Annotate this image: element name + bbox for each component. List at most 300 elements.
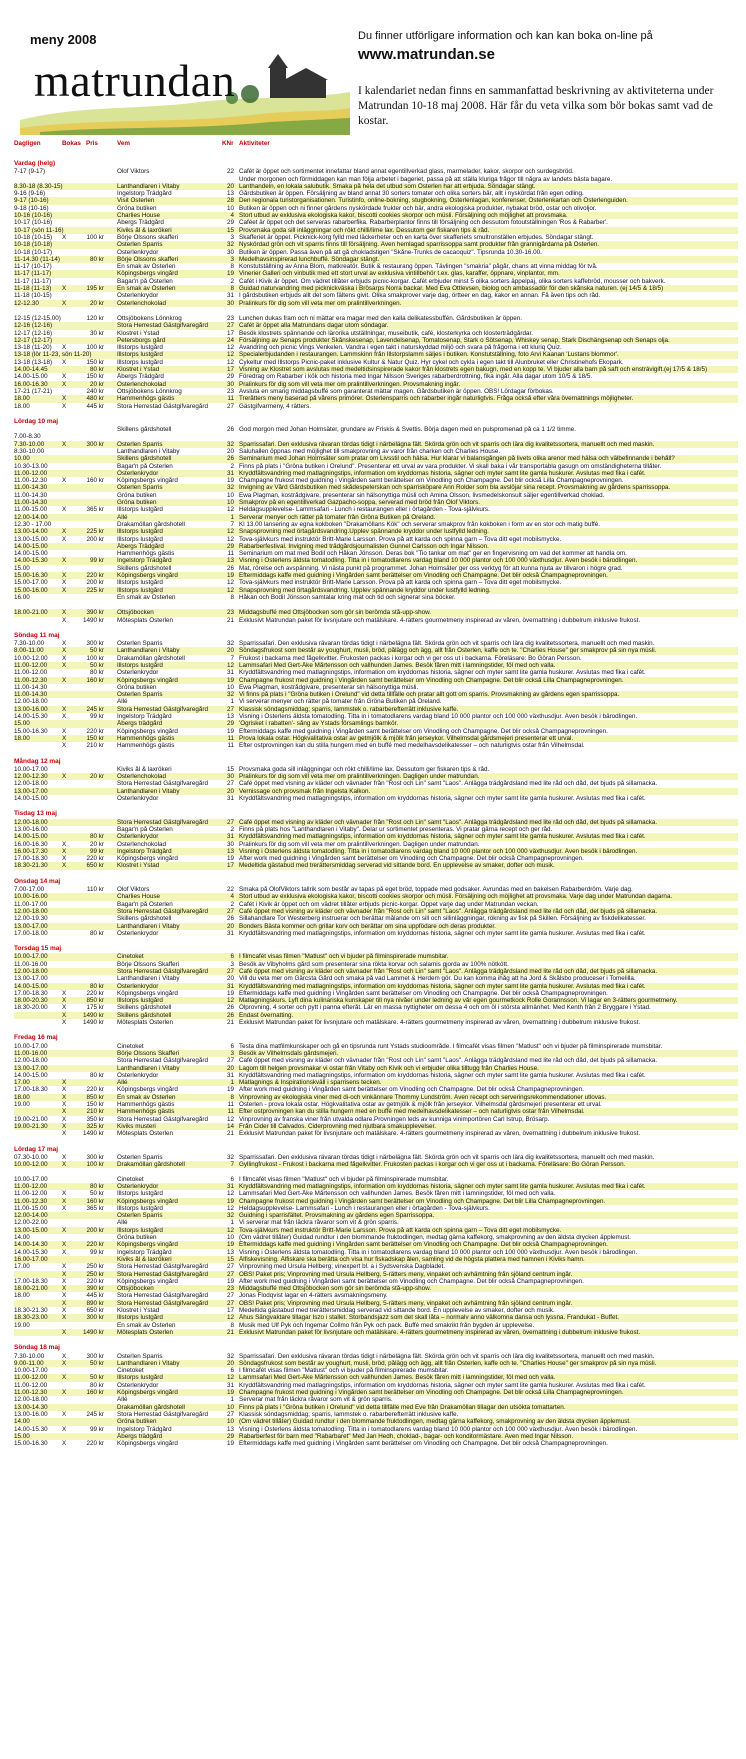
row-time: 12.00-18.00 bbox=[14, 967, 48, 975]
row-price: 80 kr bbox=[90, 255, 104, 263]
row-price: 850 kr bbox=[86, 1093, 104, 1101]
row-time: 18.00 bbox=[14, 1093, 30, 1101]
row-activity: Pralinkurs för dig som vill veta mer om pralintillverkningen. Provsmakning ingår. bbox=[239, 380, 461, 388]
row-book: X bbox=[62, 1248, 67, 1256]
row-time: 11-17 (11-17) bbox=[14, 270, 52, 278]
row-activity: Seminarium om mat med Bodil och Håkan Jönsson. Deras bok "Tio tankar om mat" ger en fingervisning om vad det kommer att handla om. bbox=[239, 550, 627, 558]
row-number: 15 bbox=[226, 765, 234, 773]
row-number: 10 bbox=[226, 499, 234, 507]
row-time: 11-14.30 (11-14) bbox=[14, 255, 60, 263]
row-book: X bbox=[62, 1410, 67, 1418]
row-book: X bbox=[62, 1314, 67, 1322]
row-time: 14.00 bbox=[14, 1418, 30, 1426]
row-book: X bbox=[62, 358, 67, 366]
row-activity: Finns på plats i "Gröna butiken i Örelund". Presenterar ett urval av vara produkter. Vi skall baka i vår transportabla gasugn om omständigheterna tillåter. bbox=[239, 462, 662, 470]
row-activity: Vernissage och provsmak från Ingelsta Kalkon. bbox=[239, 787, 371, 795]
row-price: 220 kr bbox=[86, 727, 104, 735]
schedule-row bbox=[14, 691, 738, 698]
row-activity: Vinprovning med Ursula Hellberg; vinexpert bl. a i Sydsvenska Dagbladet. bbox=[239, 1263, 446, 1271]
schedule-row bbox=[14, 1161, 738, 1168]
day-heading: Lördag 17 maj bbox=[14, 1145, 59, 1153]
row-time: 18.00-21.00 bbox=[14, 1285, 48, 1293]
row-number: 29 bbox=[226, 1432, 234, 1440]
row-activity: Café öppet med visning av kläder och vävnader från "Rost och Lin" samt "Laos". Anlägga trädgårdsland med lite råd och dåd, det bjuds på sillamacka. bbox=[239, 818, 658, 826]
row-time: 18.00-20.30 bbox=[14, 997, 48, 1005]
row-number: 2 bbox=[230, 900, 234, 908]
row-time: 10-18 (10-17) bbox=[14, 248, 53, 256]
row-book: X bbox=[62, 344, 67, 352]
row-book: X bbox=[62, 1093, 67, 1101]
row-number: 2 bbox=[230, 462, 234, 470]
row-number: 31 bbox=[226, 1381, 234, 1389]
row-activity: Cafét i Kivik är öppet och om vädret tillåter erbjuds picnic-korgar. Öppet varje dag under Matrundan veckan. bbox=[239, 900, 539, 908]
schedule-row bbox=[14, 1205, 738, 1212]
schedule-row bbox=[14, 448, 738, 455]
row-activity: Eftermiddags kaffe med guidning i Vingården samt berättelser om Vinodling och Champagne. Det blir också Champagneprovningen. bbox=[239, 572, 608, 580]
row-host: Österlenkrydor bbox=[117, 833, 159, 841]
row-time: 14.00 bbox=[14, 1234, 30, 1242]
row-time: 9-18 (10-16) bbox=[14, 204, 49, 212]
col-nr: KNr bbox=[222, 140, 234, 147]
row-time: 11-18 (11-13) bbox=[14, 285, 52, 293]
row-number: 19 bbox=[226, 1277, 234, 1285]
row-host: En smak av Österlen bbox=[117, 593, 176, 601]
row-number: 20 bbox=[226, 1064, 234, 1072]
row-time: 7.30-10.00 bbox=[14, 640, 45, 648]
schedule-row bbox=[14, 1154, 738, 1161]
row-book: X bbox=[62, 734, 67, 742]
row-host: Charlies House bbox=[117, 212, 161, 220]
row-number: 15 bbox=[226, 1255, 234, 1263]
row-activity: Kryddfältsvandring med matlagningstips, information om kryddornas historia, sägner och myter samt lite gamla huskurer. Avslutas med fika i cafét. bbox=[239, 982, 646, 990]
row-host: Allé bbox=[117, 698, 128, 706]
row-number: 23 bbox=[226, 314, 234, 322]
row-activity: Tova-självkurs med instruktör Britt-Marie Larsson. Prova på att karda och spinna garn – Tova ditt eget mobilsmycke. bbox=[239, 1226, 562, 1234]
schedule-row bbox=[14, 647, 738, 654]
row-book: X bbox=[62, 840, 67, 848]
schedule-row bbox=[14, 640, 738, 647]
row-time: 13.00-17.00 bbox=[14, 787, 48, 795]
row-host: Hammenhögs gästis bbox=[117, 734, 175, 742]
row-book: X bbox=[62, 1389, 67, 1397]
row-host: Stora Herrestad Gästgifvaregård bbox=[117, 1057, 208, 1065]
row-price: 325 kr bbox=[86, 1122, 104, 1130]
row-book: X bbox=[62, 1277, 67, 1285]
row-host: Köpingsbergs vingård bbox=[117, 572, 178, 580]
row-number: 27 bbox=[226, 818, 234, 826]
row-number: 27 bbox=[226, 780, 234, 788]
row-number: 8 bbox=[230, 285, 234, 293]
row-number: 17 bbox=[226, 862, 234, 870]
row-host: Österlenkrydor bbox=[117, 929, 159, 937]
schedule-row bbox=[14, 795, 738, 802]
row-activity: Mat, rörelse och avspänning. Vi nästa punkt på programmet. Johan Holmsäter ger oss verktyg för att kunna njuta av tillvaron i högre grad. bbox=[239, 564, 623, 572]
row-host: Cinetoket bbox=[117, 1175, 144, 1183]
row-book: X bbox=[62, 1197, 67, 1205]
row-book: X bbox=[62, 640, 67, 648]
schedule-row bbox=[14, 833, 738, 840]
row-time: 12.00-18.00 bbox=[14, 907, 48, 915]
row-number: 3 bbox=[230, 255, 234, 263]
schedule-row bbox=[14, 1263, 738, 1270]
row-number: 32 bbox=[226, 1153, 234, 1161]
row-number: 13 bbox=[226, 713, 234, 721]
row-activity: Efter ostprovningen kan du stilla hungern med en buffé med medelhavsdelikatesser – och naturligtvis ostar från Vilhelmsdal. bbox=[239, 1108, 585, 1116]
row-book: X bbox=[62, 1204, 67, 1212]
row-activity: Café öppet med visning av kläder och vävnader från "Rost och Lin" samt "Laos". Anlägga trädgårdsland med lite råd och dåd, det bjuds på sillamacka. bbox=[239, 967, 658, 975]
schedule-row bbox=[14, 1329, 738, 1336]
schedule-row bbox=[14, 1108, 738, 1115]
schedule-row bbox=[14, 788, 738, 795]
row-number: 12 bbox=[226, 662, 234, 669]
row-number: 24 bbox=[226, 336, 234, 344]
row-number: 1 bbox=[230, 513, 234, 521]
row-book: X bbox=[62, 395, 67, 403]
row-book: X bbox=[62, 616, 67, 624]
day-section bbox=[14, 632, 738, 750]
row-price: 50 kr bbox=[90, 1374, 104, 1382]
row-price: 80 kr bbox=[90, 1183, 104, 1190]
row-price: 365 kr bbox=[86, 1204, 104, 1212]
row-time: 15.00 bbox=[14, 564, 30, 572]
row-time: 10-17 (sön 11-16) bbox=[14, 226, 64, 234]
row-host: Köpingsbergs vingård bbox=[117, 989, 178, 997]
schedule-row bbox=[14, 484, 738, 491]
schedule-row bbox=[14, 543, 738, 550]
schedule-row bbox=[14, 901, 738, 908]
row-host: Mötesplats Österlen bbox=[117, 1019, 173, 1027]
schedule-row bbox=[14, 1065, 738, 1072]
row-time: 16.00 bbox=[14, 593, 30, 601]
row-book: X bbox=[62, 847, 67, 855]
row-time: 11.00-12.00 bbox=[14, 1183, 48, 1190]
row-number: 27 bbox=[226, 402, 234, 410]
row-activity: Smaka på OlofViktors tallrik som består av tapas på eget bröd, toppade med godsaker. Avrundas med en bakelsen Rabarberdröm. Varje dag. bbox=[239, 886, 633, 894]
row-activity: Gästgifvarmeny, 4 rätters. bbox=[239, 402, 311, 410]
row-host: Drakamöllan gårdshotell bbox=[117, 654, 185, 662]
row-number: 11 bbox=[227, 395, 234, 403]
row-time: 18.00 bbox=[14, 734, 30, 742]
row-activity: Champagne frukost med guidning i Vingården samt berättelser om Vinodling och Champagne. Det blir också Lilla Champagneprovningen. bbox=[239, 676, 624, 684]
schedule-row bbox=[14, 205, 738, 212]
row-book: X bbox=[62, 1440, 67, 1448]
row-host: Köpingsbergs vingård bbox=[117, 1389, 178, 1397]
row-host: Stora Herrestad Gästgifvaregård bbox=[117, 1410, 208, 1418]
row-number: 29 bbox=[226, 542, 234, 550]
row-activity: Jonas Flodqvist lagar en 4-rätters avsmakningsmeny. bbox=[239, 1292, 388, 1300]
schedule-row bbox=[14, 212, 738, 219]
row-time: 12.30 - 17.00 bbox=[14, 520, 52, 528]
row-number: 27 bbox=[226, 1263, 234, 1271]
row-host: Klostret i Ystad bbox=[117, 862, 160, 870]
row-price: 300 kr bbox=[86, 1352, 104, 1360]
row-number: 27 bbox=[226, 322, 234, 330]
row-host: Ingelstorp Trädgård bbox=[117, 1425, 172, 1433]
row-number: 21 bbox=[226, 1019, 234, 1027]
schedule-row bbox=[14, 1168, 738, 1175]
row-host: Illstorps lustgård bbox=[117, 1374, 163, 1382]
row-book: X bbox=[62, 528, 67, 536]
row-host: Åbergs trädgård bbox=[117, 720, 163, 728]
row-time: 10.00-12.00 bbox=[14, 1161, 48, 1169]
row-host: Österlenchokolad bbox=[117, 299, 167, 307]
schedule-row bbox=[14, 1433, 738, 1440]
col-date: Dagligen bbox=[14, 140, 41, 147]
row-host: Bagar'n på Österlen bbox=[117, 277, 173, 285]
row-book: X bbox=[62, 727, 67, 735]
row-host: Köpingsbergs vingård bbox=[117, 1277, 178, 1285]
row-price: 100 kr bbox=[86, 654, 104, 662]
row-activity: Avsluta en smarig middagsbuffé som garanterat mättar magen. Gårdsbutiken är öppen. OBS! Lördagar förbokas. bbox=[239, 387, 554, 395]
row-activity: Kryddfältsvandring med matlagningstips, information om kryddornas historia, sägner och myter samt lite gamla huskurer. Avslutas med fika i cafét. bbox=[239, 833, 646, 841]
row-host: Österlen Sparris bbox=[117, 640, 163, 648]
row-number: 29 bbox=[226, 720, 234, 728]
row-activity: Sillahandlare Tor Westerberg instruerar och berättar målande om sill och sillinläggningar, rökning av fisk på Skillen. Försäljning av fiskdelikatesser. bbox=[239, 915, 646, 923]
row-time: 11-18 (10-15) bbox=[14, 292, 52, 300]
row-time: 11.00-12.30 bbox=[14, 676, 48, 684]
row-number: 13 bbox=[226, 1248, 234, 1256]
row-book: X bbox=[62, 1299, 67, 1307]
schedule-row bbox=[14, 528, 738, 535]
row-activity: After work med guidning i Vingården samt berättelser om Vinodling och Champagne. Det blir också Champagneprovningen. bbox=[239, 1086, 584, 1094]
row-time: 8.00-11.00 bbox=[14, 647, 44, 655]
row-time: 13-18 (13-18) bbox=[14, 358, 53, 366]
row-activity: Sparrissafari. Den exklusiva rävaran tördas tidigt i närbelägna fält. Skörda grön och vit sparris och lära dig kvalitetssortera, manuellt och med maskin. bbox=[239, 1352, 655, 1360]
row-time: 17.00-18.30 bbox=[14, 1086, 48, 1094]
row-host: Hammenhögs gästis bbox=[117, 395, 175, 403]
row-number: 12 bbox=[226, 1115, 234, 1123]
row-number: 6 bbox=[230, 953, 234, 961]
row-price: 1490 kr bbox=[82, 1019, 104, 1027]
row-activity: Lunchen dukas fram och ni mättar era magar med den kalla delikatessbuffén. Gårdsbutiken är öppen. bbox=[239, 314, 523, 322]
row-host: Stora Herrestad Gästgifvaregård bbox=[117, 967, 208, 975]
row-time: 7.00-17.00 bbox=[14, 886, 45, 894]
row-time: 18.30-20.00 bbox=[14, 1004, 48, 1012]
row-time: 16.00-17.30 bbox=[14, 847, 48, 855]
day-section bbox=[14, 601, 738, 624]
row-book: X bbox=[62, 373, 67, 381]
schedule-row bbox=[14, 1094, 738, 1101]
row-host: Kiviks ål & laxrökeri bbox=[117, 765, 172, 773]
row-host: Österlenchokolad bbox=[117, 380, 167, 388]
row-activity: Ölprovning, 4 sorter och pytt i panna efteråt. Lär en massa nyttigheter om dessa 4 och om öl i största allmänhet. Med Kenth från 2 Bryggare i Ystad. bbox=[239, 1004, 651, 1012]
row-price: 99 kr bbox=[90, 713, 104, 721]
row-time: 18.00 bbox=[14, 1292, 30, 1300]
schedule-row bbox=[14, 1285, 738, 1292]
row-host: Köpingsbergs vingård bbox=[117, 477, 178, 485]
schedule-row bbox=[14, 183, 738, 190]
schedule-row bbox=[14, 241, 738, 248]
day-heading: Söndag 11 maj bbox=[14, 631, 60, 639]
schedule-row bbox=[14, 1278, 738, 1285]
row-book: X bbox=[62, 1011, 67, 1019]
row-number: 31 bbox=[226, 292, 234, 300]
row-host: Cinetoket bbox=[117, 1042, 144, 1050]
row-time: 11.00-12.00 bbox=[14, 1381, 48, 1389]
row-number: 19 bbox=[226, 1197, 234, 1205]
row-host: Lanthandlaren i Vitaby bbox=[117, 975, 180, 983]
row-price: 300 kr bbox=[86, 440, 104, 448]
row-price: 300 kr bbox=[86, 1314, 104, 1322]
row-activity: Visning i Österlens äldsta tomatodling. Titta in i tomatodlarens vardag bland 10 000 plantor och 100 000 växthusdjur. Även besök i bärodlingen. bbox=[239, 713, 638, 721]
schedule-row bbox=[14, 1440, 738, 1447]
row-price: 220 kr bbox=[86, 855, 104, 863]
day-section bbox=[14, 758, 738, 803]
row-price: 390 kr bbox=[86, 1285, 104, 1293]
row-price: 50 kr bbox=[90, 1190, 104, 1198]
schedule-row bbox=[14, 190, 738, 197]
row-host: Kiviks ål & laxrökeri bbox=[117, 226, 172, 234]
row-time: 11.00-15.00 bbox=[14, 506, 48, 514]
row-time: 13.00-17.00 bbox=[14, 1064, 48, 1072]
row-number: 31 bbox=[226, 1071, 234, 1079]
row-price: 850 kr bbox=[86, 997, 104, 1005]
row-time: 17.00-18.00 bbox=[14, 929, 48, 937]
row-activity: Lammsafari Med Gert-Åke Mårtensson och vallhunden James. Besök fåren mitt i lamningstider, föl med och valla. bbox=[239, 662, 556, 669]
row-number: 19 bbox=[226, 270, 234, 278]
row-host: Börje Olssons skafferi bbox=[117, 233, 179, 241]
row-time: 9-16 (9-16) bbox=[14, 190, 46, 198]
schedule-row bbox=[14, 1292, 738, 1299]
row-time: 10-18 (10-18) bbox=[14, 241, 53, 249]
row-host: Skillens gårdshotell bbox=[117, 1011, 172, 1019]
row-activity: Söndagsfrukost som består av youghurt, musli, bröd, pålägg och ägg, allt från Österlen, kaffe och te. "Charlies House" ger smakprov på sin nya müsli. bbox=[239, 647, 657, 655]
row-number: 2 bbox=[230, 825, 234, 833]
row-time: 7.30-10.00 bbox=[14, 440, 45, 448]
row-number: 27 bbox=[226, 967, 234, 975]
row-activity: Efter ostprovningen kan du stilla hungern med en buffé med medelhavsdelikatesser – och naturligtvis ostar från Vilhelmsdal. bbox=[239, 742, 585, 750]
row-number: 26 bbox=[226, 1004, 234, 1012]
row-book: X bbox=[62, 557, 67, 565]
row-host: Stora Herrestad Gästgifvaregård bbox=[117, 1292, 208, 1300]
row-host: Österlenchokolad bbox=[117, 773, 167, 781]
row-price: 100 kr bbox=[86, 233, 104, 241]
row-price: 80 kr bbox=[90, 929, 104, 937]
row-activity: Testa dina matfilmkunskaper och gå en tipsrunda runt Ystads studioområde. I filmcafét visas filmen "Matlust" och vi bjuder på filminspirerade mumsbitar. bbox=[239, 1042, 663, 1050]
schedule-row bbox=[14, 742, 738, 749]
schedule-row bbox=[14, 997, 738, 1004]
row-time: 11.00-16.00 bbox=[14, 960, 48, 968]
row-number: 11 bbox=[227, 1101, 234, 1109]
day-heading: Fredag 16 maj bbox=[14, 1034, 58, 1042]
row-time: 13.00-14.30 bbox=[14, 1403, 48, 1411]
schedule-row bbox=[14, 1307, 738, 1314]
schedule-row bbox=[14, 1190, 738, 1197]
row-number: 10 bbox=[226, 491, 234, 499]
schedule-row bbox=[14, 1198, 738, 1205]
schedule-row bbox=[14, 1130, 738, 1137]
row-activity: Klassisk söndagsmiddag; sparris, lammstek o. rabarberefterrätt inklusive kaffe. bbox=[239, 705, 459, 713]
row-activity: Visning i Österlens äldsta tomatodling. Titta in i tomatodlarens vardag bland 10 000 plantor och 100 000 växthusdjur. Även besök i bärodlingen. bbox=[239, 847, 638, 855]
row-book: X bbox=[62, 1307, 67, 1315]
row-activity: Ewa Plagman, kostrådgivare, presenterar sin hälsonyttiga müsli. bbox=[239, 683, 419, 691]
schedule-row bbox=[14, 706, 738, 713]
row-number: 12 bbox=[226, 1204, 234, 1212]
row-number: 7 bbox=[230, 654, 234, 662]
info-line: Du finner utförligare information och kan kan boka on-line på bbox=[358, 30, 653, 42]
schedule-row bbox=[14, 735, 738, 742]
row-number: 27 bbox=[226, 705, 234, 713]
row-number: 8 bbox=[230, 263, 234, 271]
row-activity: Lammsafari Med Gert-Åke Mårtensson och vallhunden James. Besök fåren mitt i lamningstider, föl med och valla. bbox=[239, 1190, 556, 1198]
row-number: 12 bbox=[226, 997, 234, 1005]
row-host: Illstorps lustgård bbox=[117, 1190, 163, 1198]
row-number: 12 bbox=[226, 344, 234, 352]
day-heading: Tisdag 13 maj bbox=[14, 810, 57, 818]
row-price: 225 kr bbox=[86, 528, 104, 536]
row-host: Börje Olssons Skafferi bbox=[117, 1049, 180, 1057]
row-time: 18.00 bbox=[14, 395, 30, 403]
row-number: 21 bbox=[226, 1328, 234, 1336]
row-time: 13.00-16.00 bbox=[14, 1410, 48, 1418]
row-number: 32 bbox=[226, 691, 234, 699]
row-price: 30 kr bbox=[90, 329, 104, 337]
row-activity: Smakprov på en egentillverkad Gazpacho-soppa, serverad med bröd från Olof Viktors. bbox=[239, 499, 481, 507]
row-host: Illstorps lustgård bbox=[117, 1204, 163, 1212]
row-price: 220 kr bbox=[86, 989, 104, 997]
row-host: Charlies House bbox=[117, 893, 161, 901]
row-activity: Serverar mat från läckra råvaror som vit & grön sparris. bbox=[239, 1396, 393, 1404]
schedule-row bbox=[14, 536, 738, 543]
row-price: 99 kr bbox=[90, 1248, 104, 1256]
row-time: 13.00-17.00 bbox=[14, 975, 48, 983]
row-host: Österlenkrydor bbox=[117, 669, 159, 677]
row-host: Österlenkrydor bbox=[117, 982, 159, 990]
schedule-row bbox=[14, 1360, 738, 1367]
row-number: 19 bbox=[226, 727, 234, 735]
row-number: 30 bbox=[226, 840, 234, 848]
row-host: Åbergs trädgård bbox=[117, 1432, 163, 1440]
row-time: 13-18 (lör 11-23, sön 11-20) bbox=[14, 351, 92, 359]
row-host: Åbergs Trädgård bbox=[117, 373, 164, 381]
row-time: 14.00-15.30 bbox=[14, 1425, 48, 1433]
row-time: 12.00-12.30 bbox=[14, 773, 48, 781]
row-host: Allé bbox=[117, 1219, 128, 1227]
row-time: 8.30-10.00 bbox=[14, 447, 45, 455]
schedule-row bbox=[14, 1116, 738, 1123]
row-book: X bbox=[62, 1153, 67, 1161]
row-number: 21 bbox=[226, 1130, 234, 1138]
row-number: 32 bbox=[226, 640, 234, 648]
row-book: X bbox=[62, 1241, 67, 1249]
row-host: Lanthandlaren i Vitaby bbox=[117, 182, 180, 190]
row-number: 19 bbox=[226, 477, 234, 485]
row-time: 18.30-23.00 bbox=[14, 1314, 48, 1322]
row-price: 100 kr bbox=[86, 344, 104, 352]
schedule-row bbox=[14, 1426, 738, 1433]
row-host: Österlen Sparris bbox=[117, 440, 163, 448]
row-number: 32 bbox=[226, 484, 234, 492]
site-link[interactable]: www.matrundan.se bbox=[358, 46, 495, 63]
row-host: Stora Herrestad Gästgifvaregård bbox=[117, 907, 208, 915]
row-price: 1490 kr bbox=[82, 1130, 104, 1138]
schedule-row bbox=[14, 344, 738, 351]
row-number: 1 bbox=[230, 1079, 234, 1087]
row-time: 18.00-21.00 bbox=[14, 609, 48, 617]
schedule-row bbox=[14, 1004, 738, 1011]
row-time: 10.00-17.00 bbox=[14, 765, 48, 773]
row-time: 13.00-16.00 bbox=[14, 825, 48, 833]
row-activity: Söndagsfrukost som består av youghurt, musli, bröd, pålägg och ägg, allt från Österlen, kaffe och te. "Charlies House" ger smakprov på sin nya müsli. bbox=[239, 1359, 657, 1367]
row-activity: Exklusivt Matrundan paket för livsnjutare och matälskare. 4-rätters gourmetmeny inspirerad av våren, övernattning i dubbelrum inklusive frukost. bbox=[239, 1328, 641, 1336]
row-time: 12.00-18.00 bbox=[14, 818, 48, 826]
row-host: En smak av Österlen bbox=[117, 1093, 176, 1101]
row-host: Skillens gårdshotell bbox=[117, 564, 172, 572]
row-book: X bbox=[62, 440, 67, 448]
row-host: Österlen Sparris bbox=[117, 1352, 163, 1360]
schedule-row bbox=[14, 300, 738, 307]
row-number: 26 bbox=[226, 426, 234, 434]
